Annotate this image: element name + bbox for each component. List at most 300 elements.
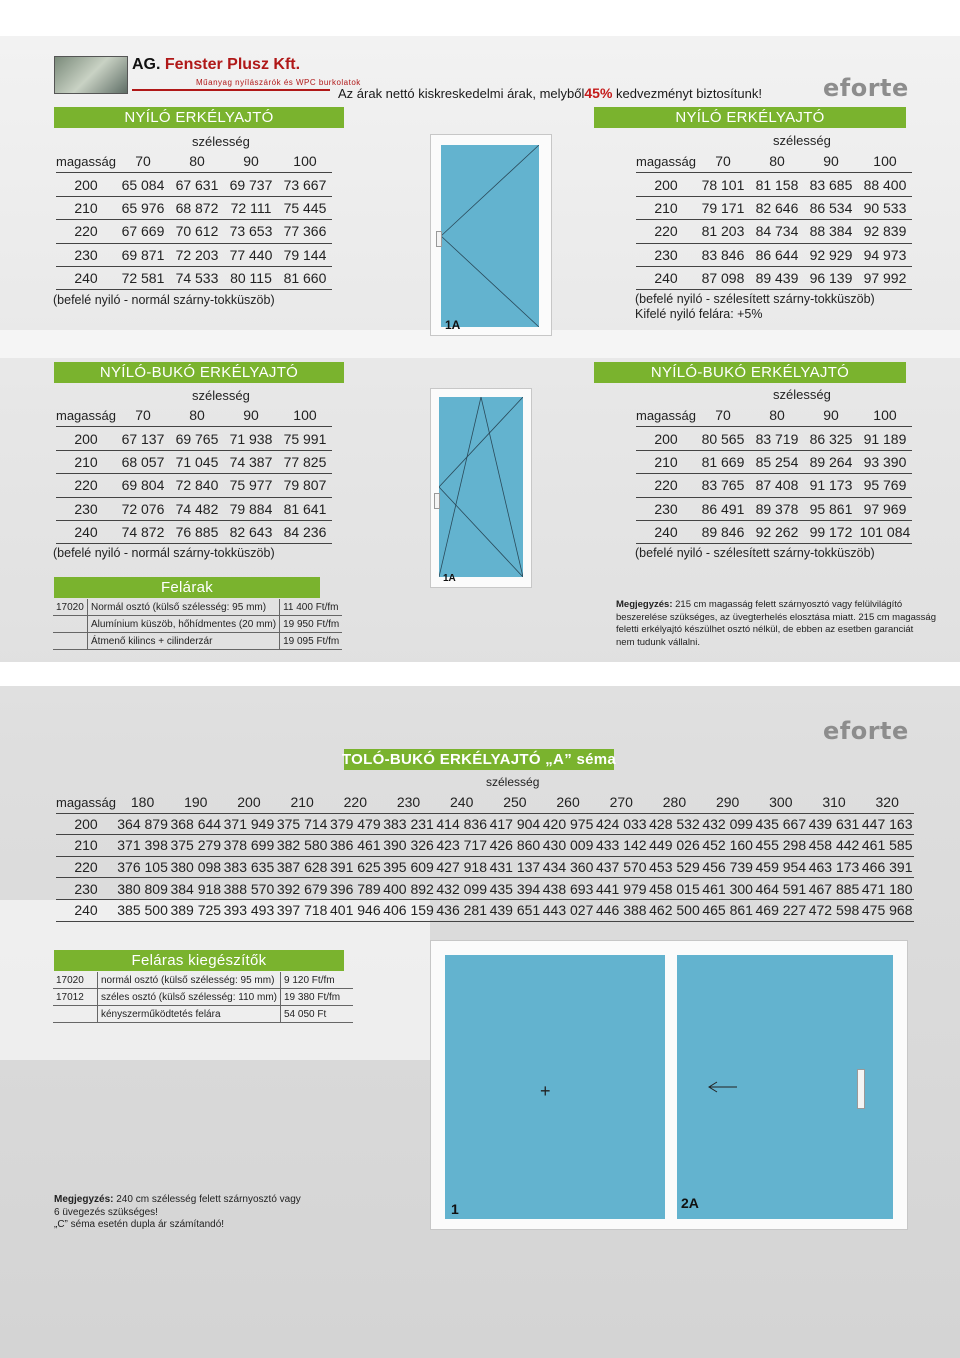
fee-row	[53, 972, 353, 989]
price-cell: 456 739	[701, 856, 754, 878]
price-cell: 96 139	[804, 266, 858, 289]
glass-pane	[439, 397, 523, 577]
height-header: magasság	[636, 150, 696, 173]
price-cell: 433 142	[595, 835, 648, 857]
price-cell: 75 991	[278, 427, 332, 450]
price-cell: 72 581	[116, 266, 170, 289]
price-cell: 423 717	[435, 835, 488, 857]
width-label: szélesség	[773, 387, 831, 402]
price-cell: 438 693	[541, 878, 594, 900]
price-cell: 378 699	[222, 835, 275, 857]
price-cell: 428 532	[648, 813, 701, 835]
price-cell: 391 625	[329, 856, 382, 878]
price-cell: 386 461	[329, 835, 382, 857]
price-cell: 91 173	[804, 474, 858, 497]
header-row	[56, 792, 914, 813]
price-cell: 462 500	[648, 899, 701, 921]
price-cell: 83 846	[696, 243, 750, 266]
table-footnote: (befelé nyiló - normál szárny-tokküszöb)	[53, 546, 275, 560]
company-name: AG. Fenster Plusz Kft.	[132, 56, 301, 73]
row-height-cell: 240	[56, 266, 116, 289]
price-cell: 458 015	[648, 878, 701, 900]
price-cell: 95 861	[804, 497, 858, 520]
price-cell: 463 173	[807, 856, 860, 878]
price-cell: 432 099	[701, 813, 754, 835]
note-width: Megjegyzés: 240 cm szélesség felett szárnyosztó vagy 6 üvegezés szükséges! „C” séma esetén dupla ár számítandó!	[54, 1194, 301, 1230]
row-height-cell: 210	[636, 450, 696, 473]
price-cell: 81 660	[278, 266, 332, 289]
price-cell: 375 714	[276, 813, 329, 835]
price-cell: 87 098	[696, 266, 750, 289]
table-row	[636, 220, 912, 243]
price-cell: 86 644	[750, 243, 804, 266]
header-row	[56, 404, 332, 427]
price-cell: 466 391	[861, 856, 914, 878]
price-cell: 89 439	[750, 266, 804, 289]
fee-description: széles osztó (külső szélesség: 110 mm)	[98, 989, 281, 1006]
price-cell: 427 918	[435, 856, 488, 878]
row-height-cell: 210	[56, 450, 116, 473]
price-cell: 471 180	[861, 878, 914, 900]
price-table-buko-right	[636, 404, 912, 544]
price-cell: 380 809	[116, 878, 169, 900]
price-cell: 86 491	[696, 497, 750, 520]
row-height-cell: 230	[56, 243, 116, 266]
price-cell: 73 653	[224, 220, 278, 243]
row-height-cell: 200	[636, 173, 696, 196]
price-cell: 84 236	[278, 520, 332, 543]
price-cell: 84 734	[750, 220, 804, 243]
price-cell: 92 262	[750, 520, 804, 543]
width-header-cell: 70	[116, 150, 170, 173]
logo-underline	[132, 89, 330, 91]
accessories-title: Feláras kiegészítők	[54, 950, 344, 971]
width-header-cell: 180	[116, 792, 169, 813]
fee-price: 9 120 Ft/fm	[281, 972, 354, 989]
price-cell: 81 203	[696, 220, 750, 243]
price-cell: 69 804	[116, 474, 170, 497]
width-label: szélesség	[192, 134, 250, 149]
price-cell: 75 445	[278, 196, 332, 219]
price-cell: 89 378	[750, 497, 804, 520]
price-cell: 459 954	[754, 856, 807, 878]
table-row	[636, 266, 912, 289]
price-cell: 397 718	[276, 899, 329, 921]
price-cell: 417 904	[488, 813, 541, 835]
price-cell: 446 388	[595, 899, 648, 921]
price-cell: 89 264	[804, 450, 858, 473]
table-row	[56, 474, 332, 497]
price-cell: 439 631	[807, 813, 860, 835]
fee-price: 19 950 Ft/fm	[280, 616, 343, 633]
price-cell: 83 765	[696, 474, 750, 497]
brand-logo: eforte	[823, 717, 909, 745]
height-header: magasság	[56, 792, 116, 813]
table-row	[56, 856, 914, 878]
fixed-pane-plus-icon: +	[540, 1081, 551, 1101]
table-row	[636, 173, 912, 196]
row-height-cell: 240	[636, 266, 696, 289]
width-header-cell: 220	[329, 792, 382, 813]
row-height-cell: 200	[56, 427, 116, 450]
price-cell: 401 946	[329, 899, 382, 921]
window-label: 2A	[681, 1195, 699, 1211]
price-cell: 461 585	[861, 835, 914, 857]
handle-icon	[436, 231, 442, 247]
price-cell: 382 580	[276, 835, 329, 857]
fee-description: Normál osztó (külső szélesség: 95 mm)	[88, 599, 280, 616]
width-header-cell: 210	[276, 792, 329, 813]
price-cell: 70 612	[170, 220, 224, 243]
price-cell: 368 644	[169, 813, 222, 835]
row-height-cell: 230	[636, 497, 696, 520]
price-cell: 67 137	[116, 427, 170, 450]
price-cell: 400 892	[382, 878, 435, 900]
table-row	[56, 878, 914, 900]
row-height-cell: 220	[636, 220, 696, 243]
width-header-cell: 190	[169, 792, 222, 813]
opening-direction-lines	[441, 145, 539, 327]
accessories-table	[53, 972, 353, 1023]
price-cell: 99 172	[804, 520, 858, 543]
price-cell: 65 976	[116, 196, 170, 219]
row-height-cell: 240	[56, 899, 116, 921]
table-row	[56, 266, 332, 289]
row-height-cell: 210	[56, 835, 116, 857]
price-cell: 67 631	[170, 173, 224, 196]
price-table-buko-left	[56, 404, 332, 544]
price-cell: 74 482	[170, 497, 224, 520]
header-row	[636, 150, 912, 173]
price-cell: 379 479	[329, 813, 382, 835]
section-title-buko-left: NYÍLÓ-BUKÓ ERKÉLYAJTÓ	[54, 362, 344, 383]
fee-price: 19 380 Ft/fm	[281, 989, 354, 1006]
price-cell: 80 115	[224, 266, 278, 289]
price-cell: 72 111	[224, 196, 278, 219]
fee-description: Alumínium küszöb, hőhídmentes (20 mm)	[88, 616, 280, 633]
glass-pane	[441, 145, 539, 327]
price-cell: 81 158	[750, 173, 804, 196]
table-footnote: (befelé nyiló - szélesített szárny-tokküszöb)	[635, 292, 875, 306]
fee-code	[53, 633, 88, 650]
window-illustration-tolo-buko	[430, 940, 908, 1230]
price-cell: 77 366	[278, 220, 332, 243]
table-row	[56, 520, 332, 543]
width-header-cell: 100	[858, 150, 912, 173]
width-header-cell: 70	[116, 404, 170, 427]
price-cell: 72 203	[170, 243, 224, 266]
price-cell: 443 027	[541, 899, 594, 921]
price-cell: 81 669	[696, 450, 750, 473]
price-cell: 79 171	[696, 196, 750, 219]
price-cell: 406 159	[382, 899, 435, 921]
table-row	[56, 813, 914, 835]
price-cell: 67 669	[116, 220, 170, 243]
price-table-tolo	[56, 792, 914, 922]
table-row	[636, 520, 912, 543]
row-height-cell: 230	[56, 497, 116, 520]
width-header-cell: 280	[648, 792, 701, 813]
section-title-nyilo-right: NYÍLÓ ERKÉLYAJTÓ	[594, 107, 906, 128]
width-header-cell: 270	[595, 792, 648, 813]
price-cell: 82 646	[750, 196, 804, 219]
price-cell: 431 137	[488, 856, 541, 878]
price-cell: 90 533	[858, 196, 912, 219]
width-label: szélesség	[486, 775, 540, 789]
window-illustration-nyilo-buko	[430, 388, 532, 588]
price-cell: 371 949	[222, 813, 275, 835]
price-cell: 76 885	[170, 520, 224, 543]
price-cell: 88 384	[804, 220, 858, 243]
price-cell: 467 885	[807, 878, 860, 900]
price-cell: 69 765	[170, 427, 224, 450]
price-cell: 80 565	[696, 427, 750, 450]
price-cell: 78 101	[696, 173, 750, 196]
price-cell: 364 879	[116, 813, 169, 835]
header-row	[56, 150, 332, 173]
width-header-cell: 100	[858, 404, 912, 427]
price-cell: 420 975	[541, 813, 594, 835]
price-cell: 455 298	[754, 835, 807, 857]
fee-code: 17020	[53, 599, 88, 616]
price-cell: 449 026	[648, 835, 701, 857]
price-cell: 469 227	[754, 899, 807, 921]
price-cell: 101 084	[858, 520, 912, 543]
price-cell: 79 807	[278, 474, 332, 497]
handle-icon	[434, 493, 440, 509]
price-cell: 383 635	[222, 856, 275, 878]
price-cell: 91 189	[858, 427, 912, 450]
row-height-cell: 220	[56, 220, 116, 243]
table-row	[636, 196, 912, 219]
price-cell: 97 969	[858, 497, 912, 520]
width-header-cell: 80	[750, 150, 804, 173]
row-height-cell: 200	[636, 427, 696, 450]
fee-row	[53, 1006, 353, 1023]
price-cell: 447 163	[861, 813, 914, 835]
row-height-cell: 230	[636, 243, 696, 266]
handle-icon	[857, 1069, 865, 1109]
price-cell: 472 598	[807, 899, 860, 921]
table-row	[636, 450, 912, 473]
width-header-cell: 80	[170, 404, 224, 427]
price-cell: 424 033	[595, 813, 648, 835]
price-cell: 435 667	[754, 813, 807, 835]
table-row	[56, 899, 914, 921]
header-row	[636, 404, 912, 427]
table-row	[56, 450, 332, 473]
price-table-nyilo-left	[56, 150, 332, 290]
row-height-cell: 210	[636, 196, 696, 219]
height-header: magasság	[636, 404, 696, 427]
table-footnote: (befelé nyiló - normál szárny-tokküszöb)	[53, 293, 275, 307]
price-cell: 97 992	[858, 266, 912, 289]
width-header-cell: 90	[224, 404, 278, 427]
price-cell: 414 836	[435, 813, 488, 835]
width-header-cell: 90	[804, 404, 858, 427]
section-title-buko-right: NYÍLÓ-BUKÓ ERKÉLYAJTÓ	[594, 362, 906, 383]
width-header-cell: 200	[222, 792, 275, 813]
window-label: 1A	[443, 573, 456, 584]
price-cell: 393 493	[222, 899, 275, 921]
price-cell: 86 534	[804, 196, 858, 219]
table-row	[636, 474, 912, 497]
row-height-cell: 220	[636, 474, 696, 497]
price-cell: 437 570	[595, 856, 648, 878]
price-notice: Az árak nettó kiskreskedelmi árak, melyből45% kedvezményt biztosítunk!	[338, 85, 762, 101]
row-height-cell: 200	[56, 173, 116, 196]
price-cell: 83 685	[804, 173, 858, 196]
price-cell: 88 400	[858, 173, 912, 196]
table-footnote: (befelé nyiló - szélesített szárny-tokküszöb)	[635, 546, 875, 560]
window-label: 1	[451, 1201, 459, 1217]
price-table-nyilo-right	[636, 150, 912, 290]
width-header-cell: 260	[541, 792, 594, 813]
price-cell: 85 254	[750, 450, 804, 473]
price-cell: 92 839	[858, 220, 912, 243]
width-header-cell: 100	[278, 150, 332, 173]
price-cell: 458 442	[807, 835, 860, 857]
fee-price: 54 050 Ft	[281, 1006, 354, 1023]
fee-row	[53, 989, 353, 1006]
width-header-cell: 80	[170, 150, 224, 173]
price-cell: 475 968	[861, 899, 914, 921]
price-cell: 464 591	[754, 878, 807, 900]
top-margin	[0, 0, 960, 36]
price-cell: 435 394	[488, 878, 541, 900]
price-cell: 92 929	[804, 243, 858, 266]
price-cell: 72 076	[116, 497, 170, 520]
price-cell: 380 098	[169, 856, 222, 878]
price-cell: 86 325	[804, 427, 858, 450]
width-label: szélesség	[192, 388, 250, 403]
width-header-cell: 240	[435, 792, 488, 813]
opening-direction-lines	[439, 397, 523, 577]
price-cell: 79 884	[224, 497, 278, 520]
row-height-cell: 240	[56, 520, 116, 543]
price-cell: 426 860	[488, 835, 541, 857]
table-row	[56, 427, 332, 450]
table-row	[56, 497, 332, 520]
price-cell: 383 231	[382, 813, 435, 835]
surcharges-title: Felárak	[54, 577, 320, 598]
price-cell: 439 651	[488, 899, 541, 921]
price-cell: 93 390	[858, 450, 912, 473]
height-header: magasság	[56, 150, 116, 173]
row-height-cell: 220	[56, 474, 116, 497]
price-cell: 68 057	[116, 450, 170, 473]
height-header: magasság	[56, 404, 116, 427]
width-header-cell: 250	[488, 792, 541, 813]
price-cell: 71 045	[170, 450, 224, 473]
fee-price: 19 095 Ft/fm	[280, 633, 343, 650]
price-cell: 389 725	[169, 899, 222, 921]
company-tagline: Műanyag nyílászárók és WPC burkolatok	[196, 78, 361, 87]
width-header-cell: 300	[754, 792, 807, 813]
width-header-cell: 310	[807, 792, 860, 813]
fee-code: 17020	[53, 972, 98, 989]
fee-code: 17012	[53, 989, 98, 1006]
price-cell: 87 408	[750, 474, 804, 497]
fee-description: kényszerműködtetés felára	[98, 1006, 281, 1023]
price-cell: 384 918	[169, 878, 222, 900]
fee-row	[53, 633, 342, 650]
fee-row	[53, 599, 342, 616]
price-cell: 82 643	[224, 520, 278, 543]
price-cell: 434 360	[541, 856, 594, 878]
price-cell: 385 500	[116, 899, 169, 921]
row-height-cell: 210	[56, 196, 116, 219]
price-cell: 396 789	[329, 878, 382, 900]
window-illustration-nyilo	[430, 134, 552, 336]
price-cell: 390 326	[382, 835, 435, 857]
section-title-nyilo-left: NYÍLÓ ERKÉLYAJTÓ	[54, 107, 344, 128]
price-cell: 461 300	[701, 878, 754, 900]
note-height: Megjegyzés: 215 cm magasság felett szárnyosztó vagy felülvilágító beszerelése szükséges, az üvegterhelés elosztása miatt. 215 cm magasság feletti erkélyajtó készülhet osztó nélkül, de ebben az esetben garanciát nem tudunk vállalni.	[616, 599, 936, 648]
table-row	[636, 427, 912, 450]
price-cell: 83 719	[750, 427, 804, 450]
price-cell: 430 009	[541, 835, 594, 857]
price-cell: 376 105	[116, 856, 169, 878]
price-cell: 395 609	[382, 856, 435, 878]
width-header-cell: 90	[224, 150, 278, 173]
fee-row	[53, 616, 342, 633]
price-cell: 75 977	[224, 474, 278, 497]
width-header-cell: 290	[701, 792, 754, 813]
price-cell: 74 533	[170, 266, 224, 289]
price-cell: 73 667	[278, 173, 332, 196]
price-cell: 392 679	[276, 878, 329, 900]
table-footnote-outward: Kifelé nyiló felára: +5%	[635, 307, 763, 321]
price-cell: 387 628	[276, 856, 329, 878]
price-cell: 72 840	[170, 474, 224, 497]
price-cell: 69 871	[116, 243, 170, 266]
width-label: szélesség	[773, 133, 831, 148]
price-cell: 69 737	[224, 173, 278, 196]
fee-description: normál osztó (külső szélesség: 95 mm)	[98, 972, 281, 989]
row-height-cell: 200	[56, 813, 116, 835]
width-header-cell: 320	[861, 792, 914, 813]
row-height-cell: 240	[636, 520, 696, 543]
price-cell: 77 825	[278, 450, 332, 473]
table-row	[56, 196, 332, 219]
price-cell: 74 387	[224, 450, 278, 473]
fee-code	[53, 616, 88, 633]
width-header-cell: 80	[750, 404, 804, 427]
price-cell: 71 938	[224, 427, 278, 450]
fee-price: 11 400 Ft/fm	[280, 599, 343, 616]
row-height-cell: 220	[56, 856, 116, 878]
width-header-cell: 230	[382, 792, 435, 813]
fee-code	[53, 1006, 98, 1023]
price-cell: 465 861	[701, 899, 754, 921]
price-cell: 432 099	[435, 878, 488, 900]
price-cell: 388 570	[222, 878, 275, 900]
price-cell: 453 529	[648, 856, 701, 878]
table-row	[636, 497, 912, 520]
table-row	[56, 173, 332, 196]
price-cell: 77 440	[224, 243, 278, 266]
price-cell: 79 144	[278, 243, 332, 266]
company-logo-image	[54, 56, 128, 94]
price-cell: 68 872	[170, 196, 224, 219]
price-cell: 89 846	[696, 520, 750, 543]
fixed-glass-pane	[445, 955, 665, 1219]
surcharges-table	[53, 599, 342, 650]
price-cell: 81 641	[278, 497, 332, 520]
price-cell: 452 160	[701, 835, 754, 857]
price-cell: 94 973	[858, 243, 912, 266]
